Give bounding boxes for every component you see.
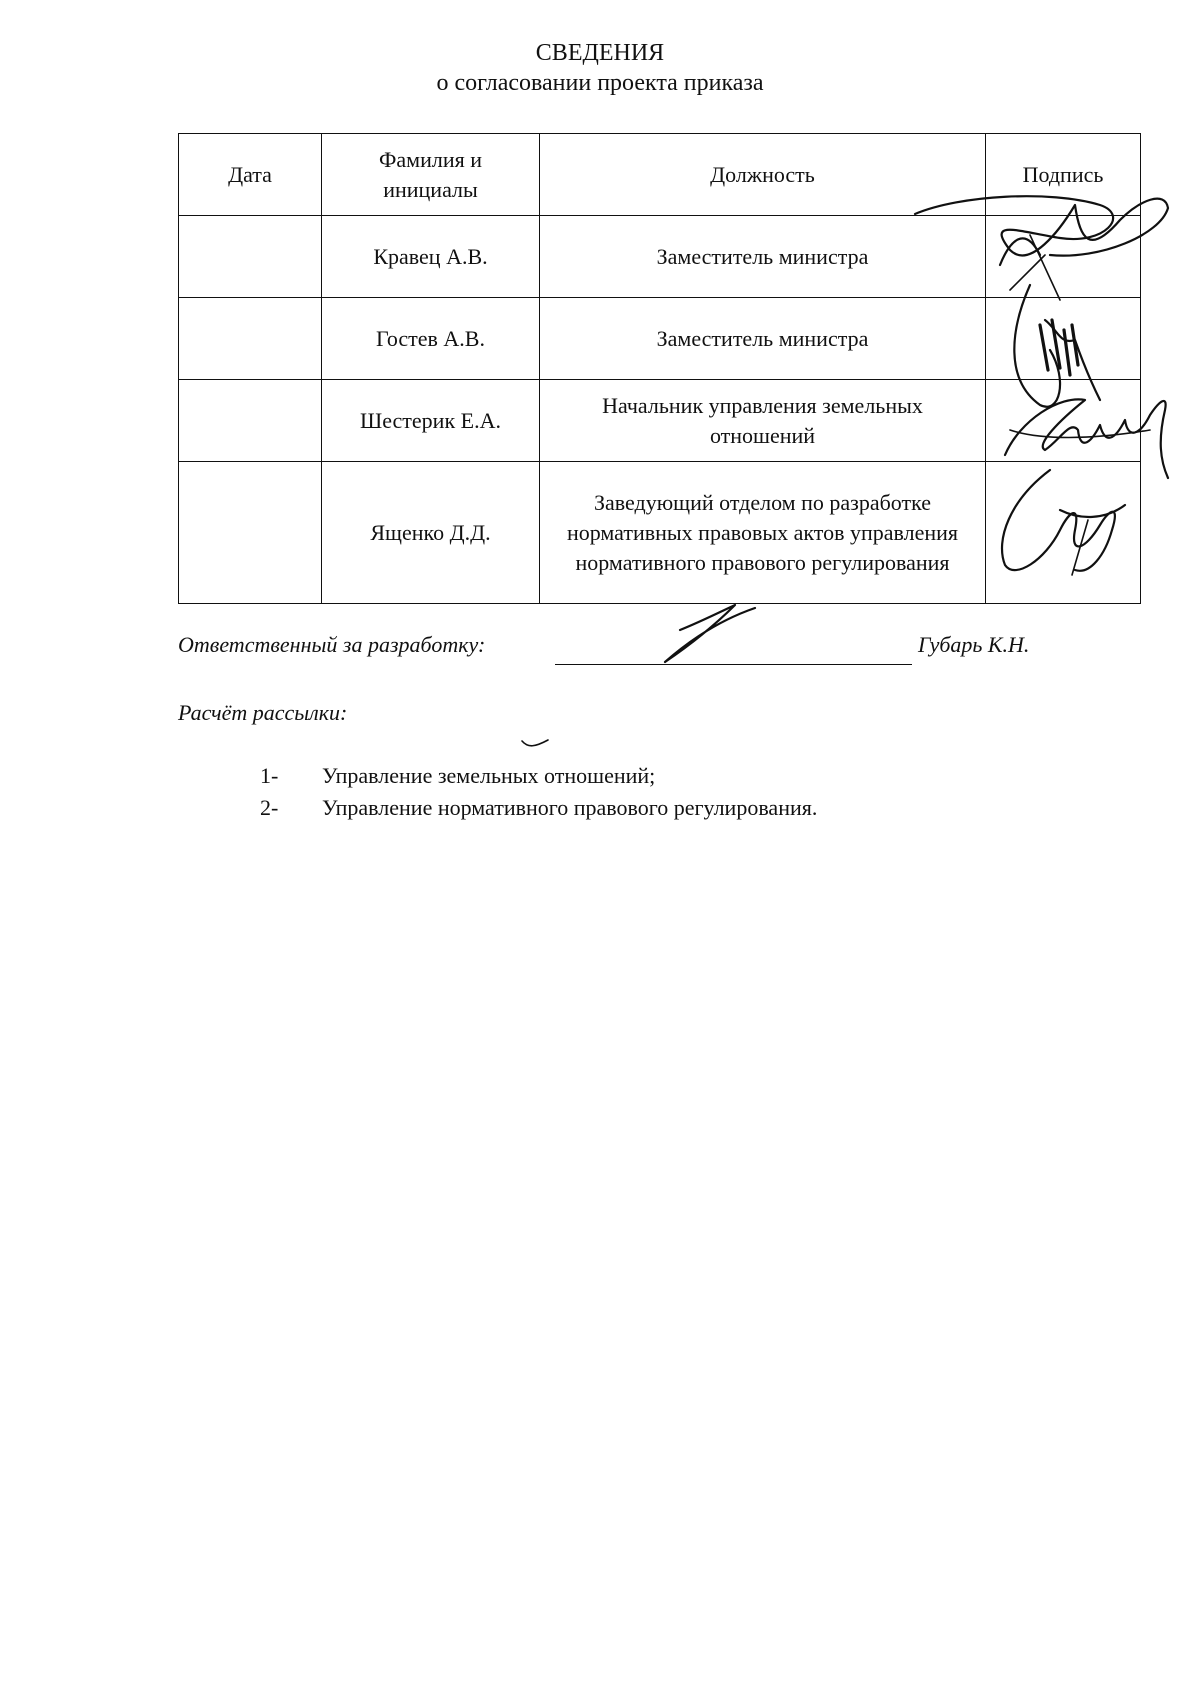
table-row: [179, 462, 1141, 604]
signature-cell: [986, 216, 1141, 298]
document-title: СВЕДЕНИЯ: [535, 40, 665, 66]
position-cell: Заместитель министра: [540, 298, 986, 380]
signature-cell: [986, 380, 1141, 462]
responsible-signature: [665, 605, 755, 662]
list-item-number: 2-: [260, 795, 279, 820]
list-item-text: Управление земельных отношений;: [322, 763, 656, 788]
column-header-position: Должность: [540, 134, 986, 216]
responsible-name: Губарь К.Н.: [918, 632, 1030, 657]
signature-line: [555, 664, 912, 665]
check-mark: [522, 740, 548, 746]
date-cell: [179, 216, 322, 298]
distribution-list: [260, 760, 817, 824]
column-header-name: Фамилия и инициалы: [322, 134, 540, 216]
list-item: [260, 760, 817, 792]
table-row: [179, 380, 1141, 462]
name-cell: Шестерик Е.А.: [322, 380, 540, 462]
position-cell: Начальник управления земельных отношений: [540, 380, 986, 462]
name-cell: Гостев А.В.: [322, 298, 540, 380]
column-header-signature: Подпись: [986, 134, 1141, 216]
document-subtitle: о согласовании проекта приказа: [436, 70, 764, 96]
table-header-row: [179, 134, 1141, 216]
responsible-label: Ответственный за разработку:: [178, 632, 486, 657]
table-row: [179, 298, 1141, 380]
approval-table: [178, 133, 1141, 604]
list-item: [260, 792, 817, 824]
name-cell: Кравец А.В.: [322, 216, 540, 298]
column-header-date: Дата: [179, 134, 322, 216]
date-cell: [179, 462, 322, 604]
date-cell: [179, 380, 322, 462]
list-item-number: 1-: [260, 763, 279, 788]
list-item-text: Управление нормативного правового регулирования.: [322, 795, 818, 820]
signature-cell: [986, 298, 1141, 380]
table-row: [179, 216, 1141, 298]
date-cell: [179, 298, 322, 380]
name-cell: Ященко Д.Д.: [322, 462, 540, 604]
distribution-label: Расчёт рассылки:: [178, 700, 348, 725]
position-cell: Заместитель министра: [540, 216, 986, 298]
position-cell: Заведующий отделом по разработке нормативных правовых актов управления нормативного правового регулирования: [540, 462, 986, 604]
signature-cell: [986, 462, 1141, 604]
